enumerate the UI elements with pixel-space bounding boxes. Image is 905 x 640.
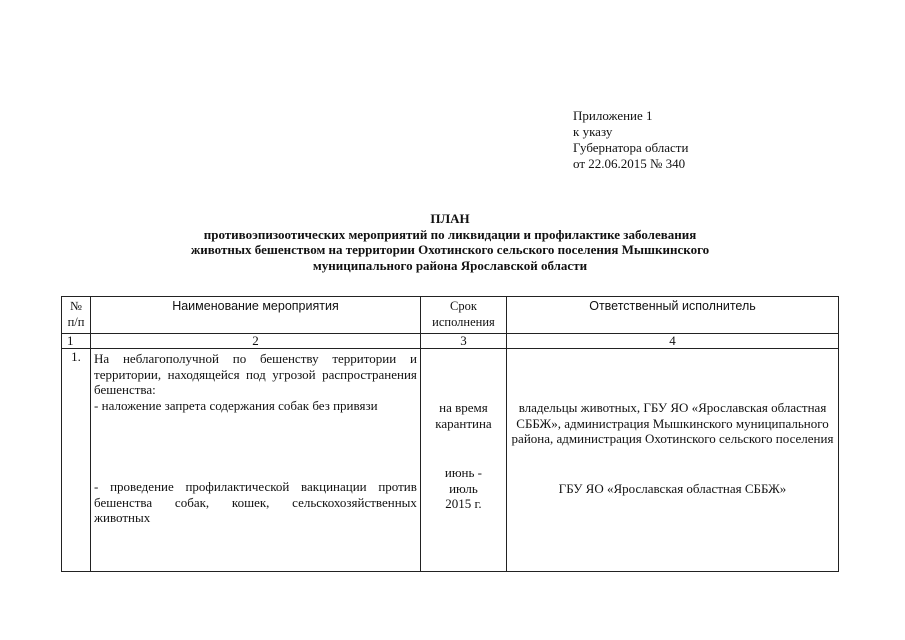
row-activities [91,349,421,572]
title-line-1: ПЛАН [430,211,470,226]
plan-table [61,296,839,572]
header-number-line-1: № [70,299,82,313]
term-2-line-3: 2015 г. [445,496,482,511]
header-number [62,297,91,334]
column-number-3: 3 [420,334,506,349]
row-terms [420,349,506,572]
table-row [62,349,839,572]
header-name: Наименование мероприятия [91,297,421,334]
term-2-line-2: июль [449,480,478,496]
appendix-heading [573,108,688,172]
header-responsible: Ответственный исполнитель [507,297,839,334]
header-term-line-1: Срок [449,299,477,313]
responsible-2: ГБУ ЯО «Ярославская областная СББЖ» [558,480,787,496]
row-intro: На неблагополучной по бешенству территории и территории, находящейся под угрозой распространения бешенства: [94,351,417,397]
appendix-line-4: от 22.06.2015 № 340 [573,156,686,171]
column-number-4: 4 [507,334,839,349]
column-number-2: 2 [91,334,421,349]
activity-1: - наложение запрета содержания собак без привязи [94,397,378,413]
appendix-line-1: Приложение 1 [573,108,653,123]
term-1-line-2: карантина [435,415,492,431]
term-1-line-1: на время [439,400,488,415]
column-numbers-row [62,334,839,349]
table-header-row [62,297,839,334]
header-term [420,297,506,334]
header-term-line-2: исполнения [432,314,495,329]
responsible-1: владельцы животных, ГБУ ЯО «Ярославская областная СББЖ», администрация Мышкинского муниципального района, администрация Охотинского сельского поселения [511,400,834,446]
row-responsible [507,349,839,572]
title-line-2: противоэпизоотических мероприятий по ликвидации и профилактике заболевания [203,226,697,242]
appendix-line-2: к указу [573,124,613,139]
column-number-1: 1 [62,334,91,349]
title-line-3: животных бешенством на территории Охотинского сельского поселения Мышкинского [190,242,710,257]
activity-2: - проведение профилактической вакцинации против бешенства собак, кошек, сельскохозяйственных животных [94,479,417,525]
title-line-4: муниципального района Ярославской области [312,257,588,273]
term-2-line-1: июнь - [444,465,483,480]
row-number: 1. [62,349,91,572]
appendix-line-3: Губернатора области [573,140,689,155]
document-title [60,211,840,273]
header-number-line-2: п/п [67,314,85,329]
